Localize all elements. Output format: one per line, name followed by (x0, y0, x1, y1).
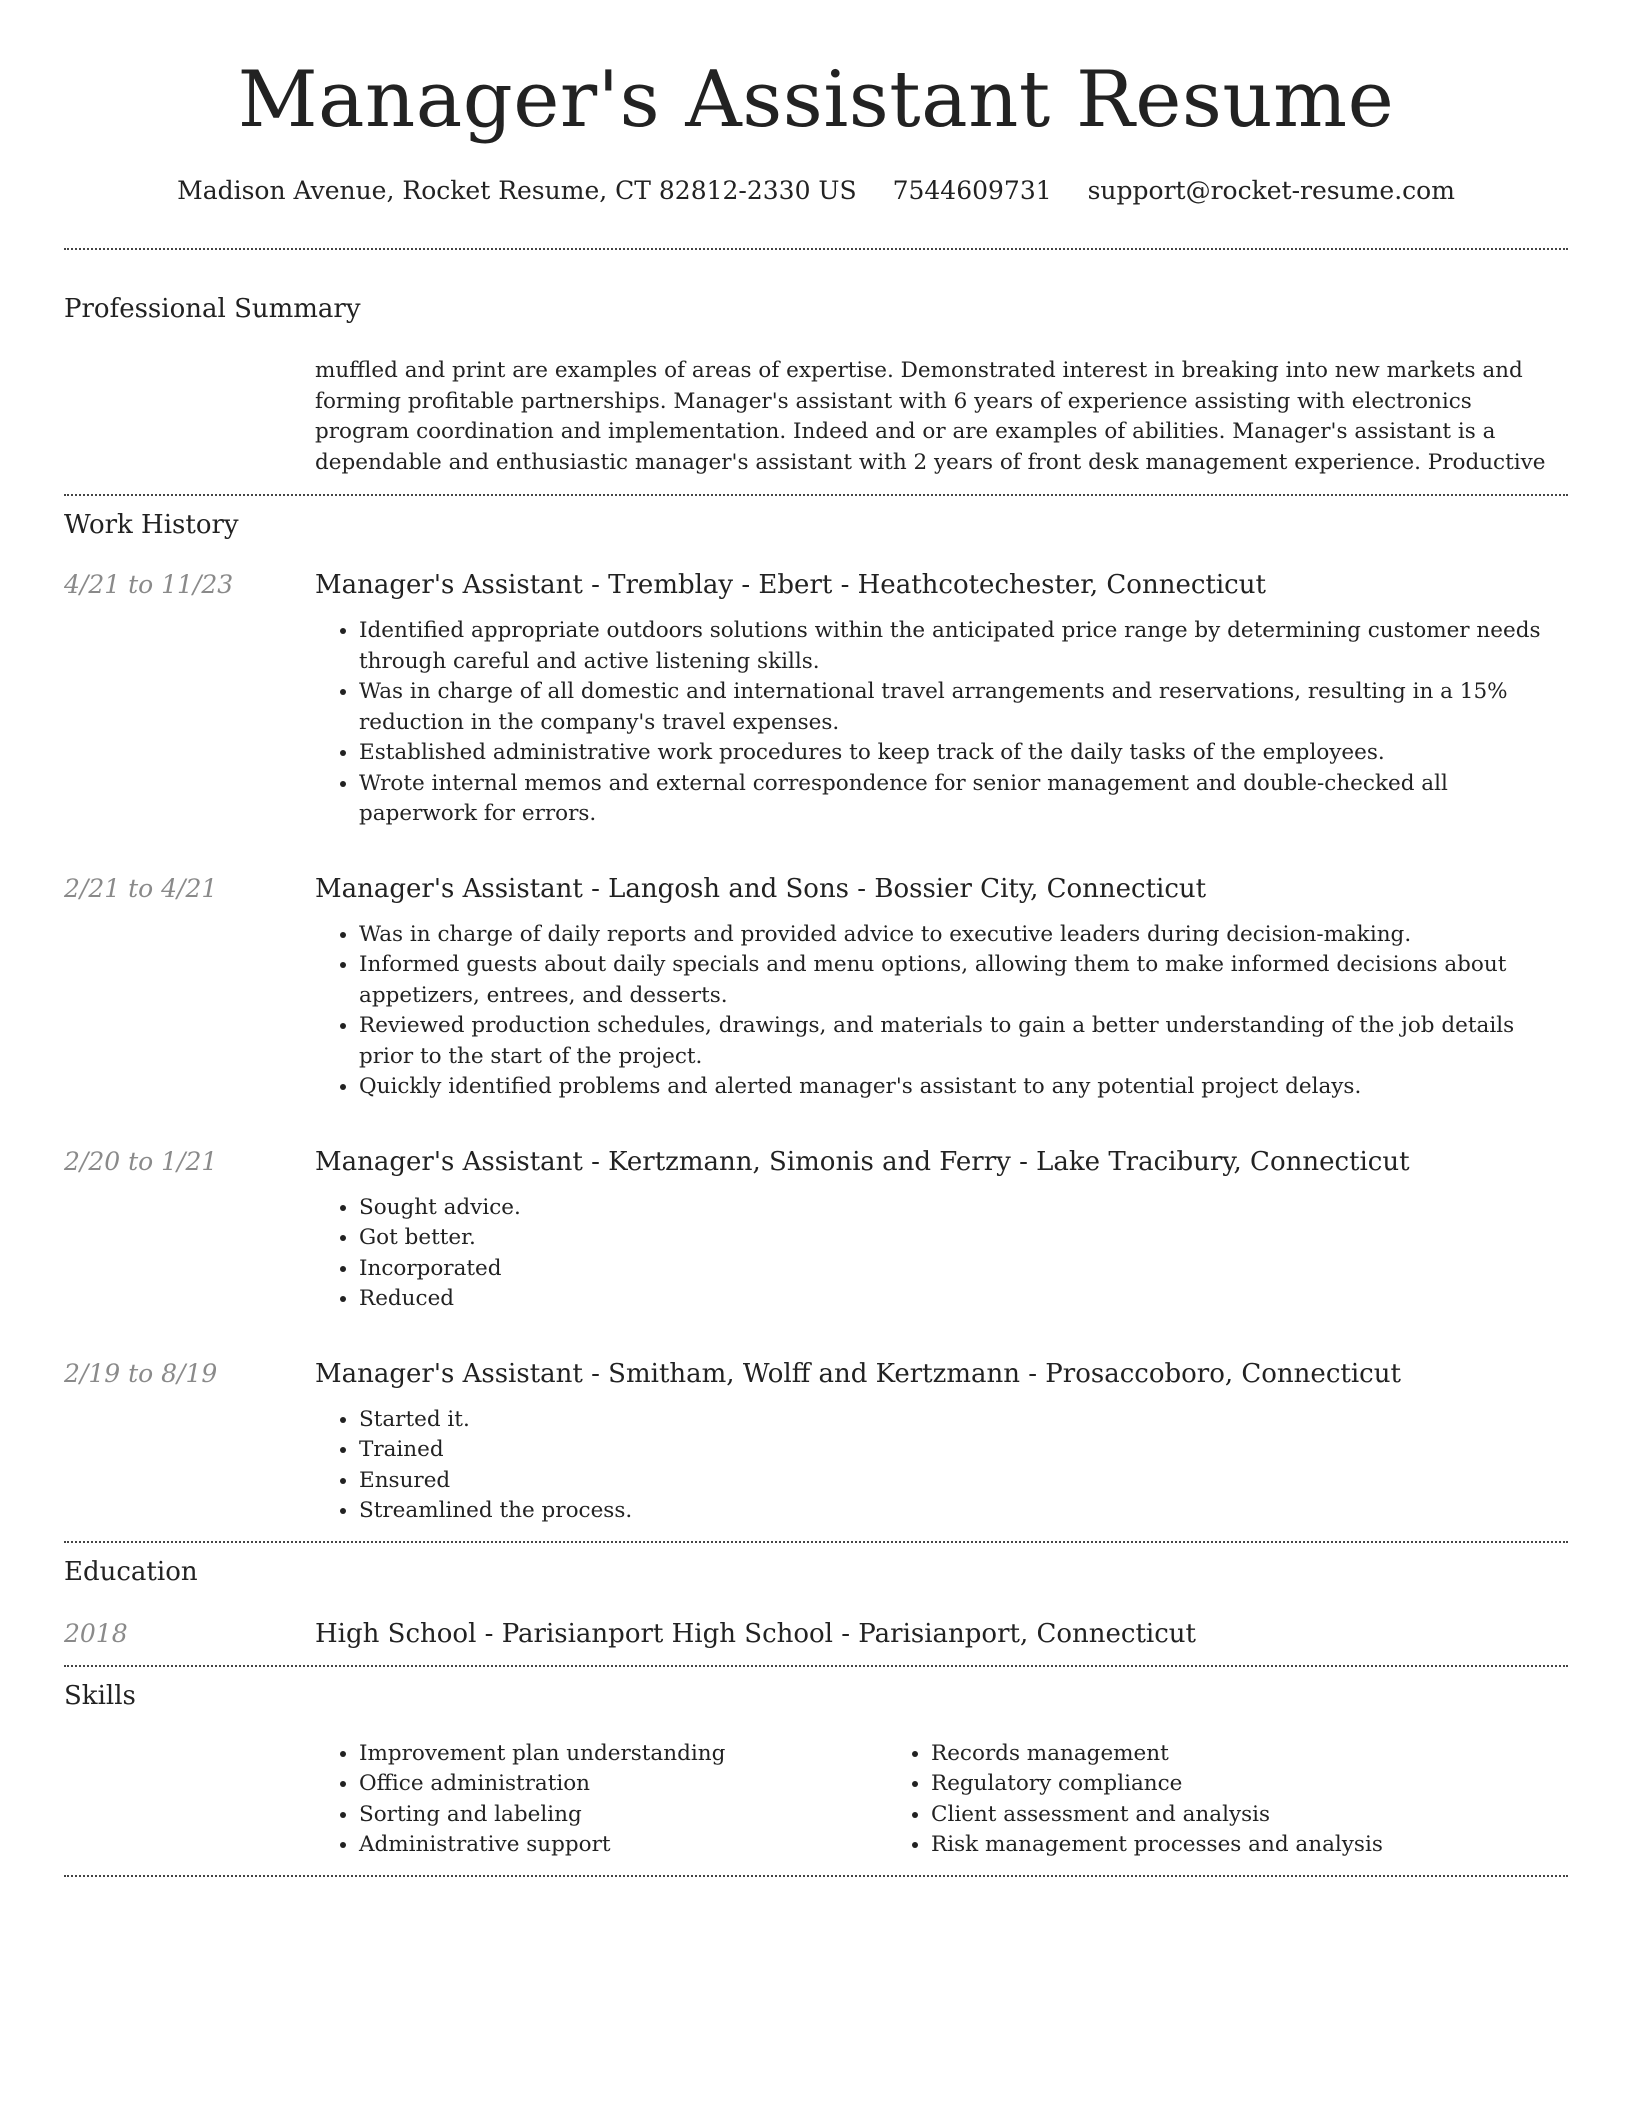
job-date: 2/20 to 1/21 (64, 1146, 218, 1176)
list-item: • Risk management processes and analysis (931, 1830, 1459, 1861)
job-entry (64, 1145, 1568, 1315)
job-entry (64, 1357, 1568, 1527)
list-item: • Established administrative work procedures to keep track of the daily tasks of the employees. (359, 738, 1568, 769)
education-heading-text: High School - Parisianport High School - Parisianport, Connecticut (315, 1618, 1196, 1649)
list-item: • Wrote internal memos and external correspondence for senior management and double-checked all paperwork for errors. (359, 769, 1568, 830)
list-item: • Reduced (359, 1284, 1568, 1315)
summary-heading: Professional Summary (64, 294, 361, 324)
list-item: • Trained (359, 1435, 1568, 1466)
education-section (64, 1555, 1568, 1651)
skills-heading: Skills (64, 1680, 136, 1711)
job-bullets (315, 1405, 1568, 1527)
list-item: • Office administration (359, 1769, 887, 1800)
education-date: 2018 (64, 1618, 128, 1648)
summary-section (64, 292, 1568, 478)
job-bullets (315, 1193, 1568, 1315)
list-item: • Incorporated (359, 1254, 1568, 1285)
education-heading: Education (64, 1556, 198, 1587)
list-item: • Ensured (359, 1466, 1568, 1497)
skills-columns (315, 1739, 1568, 1861)
job-heading: Manager's Assistant - Tremblay - Ebert - Heathcotechester, Connecticut (315, 570, 1266, 600)
contact-address: Madison Avenue, Rocket Resume, CT 82812-2330 US (177, 176, 857, 205)
job-date: 4/21 to 11/23 (64, 570, 234, 599)
divider (64, 1875, 1568, 1877)
skills-right-list (887, 1739, 1459, 1861)
job-heading: Manager's Assistant - Langosh and Sons - Bossier City, Connecticut (315, 873, 1207, 904)
list-item: • Improvement plan understanding (359, 1739, 887, 1770)
list-item: • Informed guests about daily specials and menu options, allowing them to make informed decisions about appetizers, entrees, and desserts. (359, 950, 1568, 1011)
skills-section (64, 1679, 1568, 1861)
job-date: 2/19 to 8/19 (64, 1358, 218, 1388)
contact-phone: 7544609731 (892, 176, 1052, 205)
job-bullets (315, 616, 1568, 830)
skills-left-list (315, 1739, 887, 1861)
list-item: • Sorting and labeling (359, 1800, 887, 1831)
list-item: • Streamlined the process. (359, 1496, 1568, 1527)
list-item: • Was in charge of daily reports and provided advice to executive leaders during decision-making. (359, 920, 1568, 951)
work-history-section (64, 508, 1568, 1541)
contact-email: support@rocket-resume.com (1087, 176, 1455, 205)
resume-title: Manager's Assistant Resume (237, 55, 1395, 145)
divider (64, 1541, 1568, 1543)
job-entry (64, 872, 1568, 1103)
work-history-heading: Work History (64, 510, 239, 540)
job-bullets (315, 920, 1568, 1103)
list-item: • Administrative support (359, 1830, 887, 1861)
contact-line (64, 174, 1568, 208)
list-item: • Records management (931, 1739, 1459, 1770)
summary-text: muffled and print are examples of areas of expertise. Demonstrated interest in breaking into new markets and forming profitable partnerships. Manager's assistant with 6 years of experience assisting with electronics program coordination and implementation. Indeed and or are examples of abilities. Manager's assistant is a dependable and enthusiastic manager's assistant with 2 years of front desk management experience. Productive (315, 358, 1546, 475)
job-date: 2/21 to 4/21 (64, 873, 218, 903)
job-heading: Manager's Assistant - Kertzmann, Simonis and Ferry - Lake Tracibury, Connecticut (315, 1146, 1410, 1177)
list-item: • Sought advice. (359, 1193, 1568, 1224)
job-entry (64, 568, 1568, 830)
list-item: • Quickly identified problems and alerted manager's assistant to any potential project delays. (359, 1072, 1568, 1103)
list-item: • Started it. (359, 1405, 1568, 1436)
divider (64, 248, 1568, 250)
list-item: • Was in charge of all domestic and international travel arrangements and reservations, resulting in a 15% reduction in the company's travel expenses. (359, 677, 1568, 738)
education-entry (64, 1617, 1568, 1651)
list-item: • Identified appropriate outdoors solutions within the anticipated price range by determining customer needs through careful and active listening skills. (359, 616, 1568, 677)
list-item: • Reviewed production schedules, drawings, and materials to gain a better understanding of the job details prior to the start of the project. (359, 1011, 1568, 1072)
job-heading: Manager's Assistant - Smitham, Wolff and Kertzmann - Prosaccoboro, Connecticut (315, 1358, 1401, 1389)
divider (64, 494, 1568, 496)
divider (64, 1665, 1568, 1667)
list-item: • Got better. (359, 1223, 1568, 1254)
list-item: • Client assessment and analysis (931, 1800, 1459, 1831)
list-item: • Regulatory compliance (931, 1769, 1459, 1800)
